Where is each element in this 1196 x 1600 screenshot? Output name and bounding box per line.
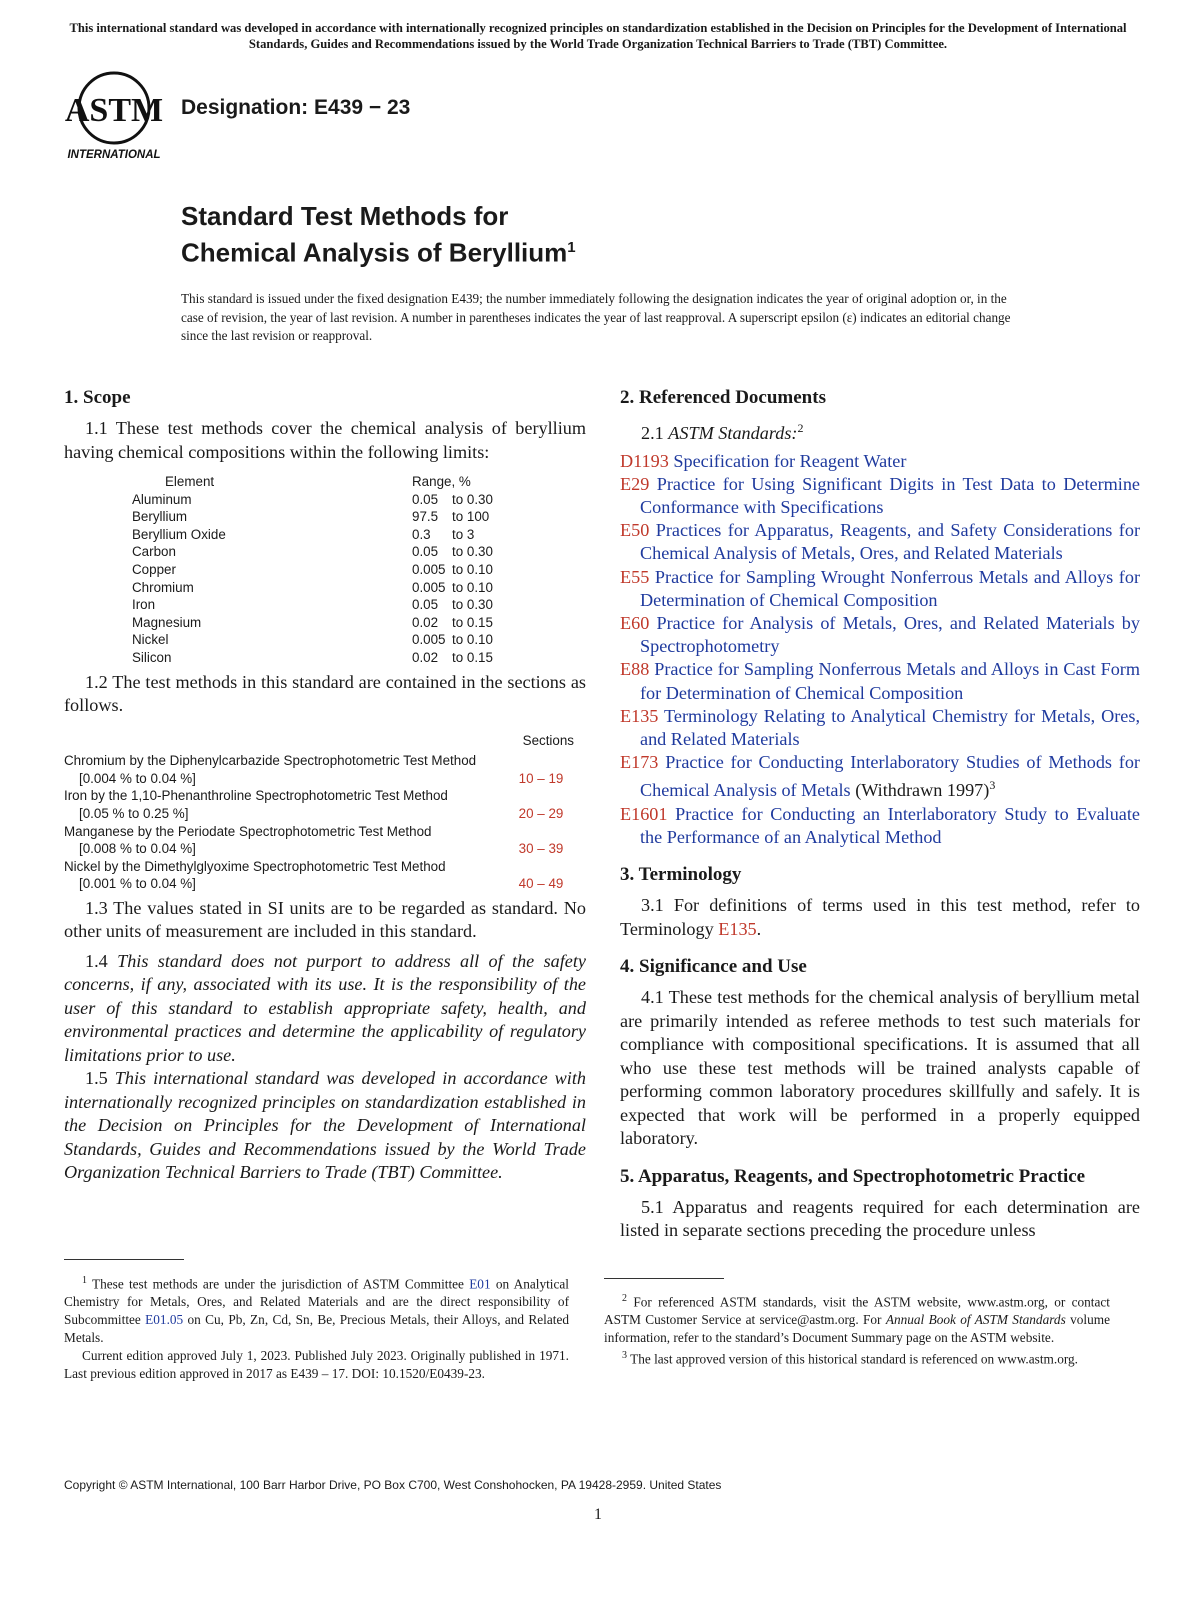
element-range-from: 0.005 xyxy=(412,561,446,577)
footnote-3: $^3$ The last approved version of this historical standard is referenced on www.astm.org. xyxy=(622,1350,1078,1367)
sections-row xyxy=(64,787,586,822)
svg-text:ASTM: ASTM xyxy=(64,92,164,129)
sections-table xyxy=(64,732,586,893)
element-name: Beryllium xyxy=(132,509,188,525)
reference-item[interactable] xyxy=(620,519,1140,565)
footnote-rule-left xyxy=(64,1259,184,1260)
reference-title[interactable]: Practice for Sampling Wrought Nonferrous Metals and Alloys for Determination of Chemical Composition xyxy=(640,566,1140,610)
element-name: Carbon xyxy=(132,544,176,560)
reference-code[interactable]: E29 xyxy=(620,473,650,494)
element-range-from: 0.05 xyxy=(412,544,439,560)
title-line-2: Chemical Analysis of Beryllium xyxy=(181,237,568,268)
right-column xyxy=(620,386,1140,1243)
reference-code[interactable]: E60 xyxy=(620,612,650,633)
reference-code[interactable]: E55 xyxy=(620,566,650,587)
section-heading-apparatus: 5. Apparatus, Reagents, and Spectrophotometric Practice xyxy=(620,1165,1086,1187)
element-range-from: 0.02 xyxy=(412,614,439,630)
reference-item[interactable] xyxy=(620,803,1140,849)
elements-header-range: Range, % xyxy=(412,474,471,489)
elements-row xyxy=(132,596,586,614)
method-sections-link[interactable]: 20 – 29 xyxy=(518,805,564,821)
sections-row xyxy=(64,823,586,858)
designation: Designation: E439 − 23 xyxy=(181,96,411,119)
link-e01-05[interactable]: E01.05 xyxy=(145,1312,184,1328)
reference-title[interactable]: Terminology Relating to Analytical Chemistry for Metals, Ores, and Related Materials xyxy=(640,705,1140,749)
method-sections-link[interactable]: 30 – 39 xyxy=(518,841,564,857)
element-range-to: to 3 xyxy=(452,526,475,542)
section-heading-terminology: 3. Terminology xyxy=(620,864,742,886)
footnote-rule-right xyxy=(604,1278,724,1279)
elements-row xyxy=(132,508,586,526)
reference-title[interactable]: Practice for Conducting Interlaboratory Studies of Methods for Chemical Analysis of Metals xyxy=(640,752,1140,801)
element-range-to: to 0.30 xyxy=(452,544,493,560)
element-range-from: 97.5 xyxy=(412,509,439,525)
element-range-to: to 0.10 xyxy=(452,579,493,595)
elements-row xyxy=(132,649,586,667)
method-title: Iron by the 1,10-Phenanthroline Spectrophotometric Test Method xyxy=(64,788,448,804)
method-title: Nickel by the Dimethylglyoxime Spectrophotometric Test Method xyxy=(64,858,446,874)
element-range-to: to 0.10 xyxy=(452,632,493,648)
sections-row xyxy=(64,752,586,787)
method-range: [0.001 % to 0.04 %] xyxy=(79,876,196,892)
element-name: Silicon xyxy=(132,649,172,665)
reference-item[interactable] xyxy=(620,566,1140,612)
element-range-to: to 0.30 xyxy=(452,491,493,507)
element-name: Iron xyxy=(132,597,156,613)
sections-row xyxy=(64,858,586,893)
referenced-documents-list xyxy=(620,450,1140,850)
method-range: [0.05 % to 0.25 %] xyxy=(79,805,189,821)
title-footnote-mark: 1 xyxy=(567,239,576,256)
method-sections-link[interactable]: 10 – 19 xyxy=(518,770,564,786)
section-heading-scope: 1. Scope xyxy=(64,387,131,408)
method-sections-link[interactable]: 40 – 49 xyxy=(518,876,564,892)
paragraph-1-4: 1.4 This standard does not purport to address all of the safety concerns, if any, associated with its use. It is the responsibility of the user of this standard to establish appropriate safety, health, and environmental practices and determine the applicability of regulatory limitations prior to use. xyxy=(64,950,586,1065)
link-e01[interactable]: E01 xyxy=(469,1276,491,1292)
sections-header: Sections xyxy=(522,732,574,748)
paragraph-3-1: 3.1 For definitions of terms used in this test method, refer to Terminology E135. xyxy=(620,895,1140,939)
method-title: Chromium by the Diphenylcarbazide Spectrophotometric Test Method xyxy=(64,753,477,769)
paragraph-1-5: 1.5 This international standard was developed in accordance with internationally recognized principles on standardization established in the Decision on Principles for the Development of International Standards, Guides and Recommendations issued by the World Trade Organization Technical Barriers to Trade (TBT) Committee. xyxy=(64,1068,587,1183)
method-title: Manganese by the Periodate Spectrophotometric Test Method xyxy=(64,823,432,839)
paragraph-1-2: 1.2 The test methods in this standard are contained in the sections as follows. xyxy=(64,671,586,716)
section-heading-significance: 4. Significance and Use xyxy=(620,956,807,978)
reference-title[interactable]: Practice for Conducting an Interlaboratory Study to Evaluate the Performance of an Analytical Method xyxy=(640,803,1140,847)
element-range-to: to 100 xyxy=(452,509,490,525)
method-range: [0.008 % to 0.04 %] xyxy=(79,841,196,857)
element-name: Beryllium Oxide xyxy=(132,526,226,542)
element-range-from: 0.05 xyxy=(412,597,439,613)
reference-item[interactable] xyxy=(620,473,1140,519)
element-range-to: to 0.15 xyxy=(452,614,493,630)
reference-title[interactable]: Practice for Sampling Nonferrous Metals and Alloys in Cast Form for Determination of Chemical Composition xyxy=(640,659,1140,703)
elements-row xyxy=(132,631,586,649)
reference-title[interactable]: Practice for Analysis of Metals, Ores, and Related Materials by Spectrophotometry xyxy=(640,612,1140,657)
reference-note-footnote: 3 xyxy=(989,778,996,793)
reference-item[interactable] xyxy=(620,658,1140,704)
reference-title[interactable]: Specification for Reagent Water xyxy=(668,450,907,471)
paragraph-1-1: 1.1 These test methods cover the chemical analysis of beryllium having chemical compositions within the following limits: xyxy=(64,418,586,462)
reference-code[interactable]: E88 xyxy=(620,659,650,680)
title-line-1: Standard Test Methods for xyxy=(181,201,509,231)
elements-table xyxy=(132,473,586,667)
link-e135[interactable]: E135 xyxy=(718,918,757,939)
element-range-from: 0.05 xyxy=(412,491,439,507)
reference-item[interactable] xyxy=(620,612,1140,658)
section-heading-referenced-documents: 2. Referenced Documents xyxy=(620,387,826,408)
reference-item[interactable] xyxy=(620,751,1140,802)
copyright-notice: Copyright © ASTM International, 100 Barr Harbor Drive, PO Box C700, West Conshohocken, PA 19428-2959. United States xyxy=(64,1478,722,1492)
element-name: Chromium xyxy=(132,579,194,595)
footnote-2: $^2$ For referenced ASTM standards, visit the ASTM website, www.astm.org, or contact ASTM Customer Service at service@astm.org. For Annual Book of ASTM Standards volume information, refer to the standard’s Document Summary page on the ASTM website. $^3$ The last approved version of this historical standard is referenced on www.astm.org. xyxy=(604,1293,1110,1367)
reference-code[interactable]: D1193 xyxy=(620,450,669,471)
element-name: Aluminum xyxy=(132,491,192,507)
astm-standards-label: 2.1 ASTM Standards:$^2$ xyxy=(641,421,804,444)
reference-note: (Withdrawn 1997) xyxy=(850,780,990,801)
footnote-1: $^1$ These test methods are under the jurisdiction of ASTM Committee E01 on Analytical Chemistry for Metals, Ores, and Related Materials and are the direct responsibility of Subcommittee E01.05 on Cu, Pb, Zn, Cd, Sn, Be, Precious Metals, their Alloys, and Related Metals. Current edition approved July 1, 2023. Published July 2023. Originally published in 1971. Last previous edition approved in 2017 as E439 – 17. DOI: 10.1520/E0439-23. xyxy=(64,1275,569,1382)
reference-item[interactable] xyxy=(620,450,1140,473)
element-range-to: to 0.10 xyxy=(452,561,493,577)
element-range-to: to 0.15 xyxy=(452,649,493,665)
element-range-from: 0.005 xyxy=(412,632,446,648)
wto-notice: This international standard was developed in accordance with internationally recognized principles on standardization established in the Decision on Principles for the Development of International Standards, Guides and Recommendations issued by the World Trade Organization Technical Barriers to Trade (TBT) Committee. xyxy=(69,21,1127,51)
elements-row xyxy=(132,561,586,579)
element-name: Copper xyxy=(132,561,176,577)
element-range-from: 0.005 xyxy=(412,579,446,595)
element-range-from: 0.02 xyxy=(412,649,439,665)
paragraph-5-1: 5.1 Apparatus and reagents required for each determination are listed in separate sections preceding the procedure unless xyxy=(620,1196,1140,1241)
issuance-statement: This standard is issued under the fixed designation E439; the number immediately following the designation indicates the year of original adoption or, in the case of revision, the year of last revision. A number in parentheses indicates the year of last reapproval. A superscript epsilon (ε) indicates an editorial change since the last revision or reapproval. xyxy=(181,291,1011,343)
elements-row xyxy=(132,579,586,597)
left-column xyxy=(64,386,586,1185)
paragraph-4-1: 4.1 These test methods for the chemical analysis of beryllium metal are primarily intended as referee methods to test such materials for compliance with compositional specifications. It is assumed that all who use these test methods will be trained analysts capable of performing common laboratory procedures skillfully and safely. It is expected that work will be performed in a properly equipped laboratory. xyxy=(620,987,1140,1149)
elements-row xyxy=(132,614,586,632)
elements-row xyxy=(132,526,586,544)
reference-item[interactable] xyxy=(620,705,1140,751)
svg-text:INTERNATIONAL: INTERNATIONAL xyxy=(67,149,161,161)
reference-code[interactable]: E173 xyxy=(620,752,659,773)
elements-row xyxy=(132,491,586,509)
paragraph-1-3: 1.3 The values stated in SI units are to be regarded as standard. No other units of measurement are included in this standard. xyxy=(64,897,586,942)
reference-code[interactable]: E1601 xyxy=(620,803,668,824)
method-range: [0.004 % to 0.04 %] xyxy=(79,770,196,786)
element-range-from: 0.3 xyxy=(412,526,431,542)
footnote-1-edition: Current edition approved July 1, 2023. Published July 2023. Originally published in 1971. Last previous edition approved in 2017 as E439 – 17. DOI: 10.1520/E0439-23. xyxy=(64,1348,569,1382)
astm-logo xyxy=(64,66,168,166)
reference-title[interactable]: Practices for Apparatus, Reagents, and Safety Considerations for Chemical Analysis of Metals, Ores, and Related Materials xyxy=(640,520,1140,564)
elements-header-element: Element xyxy=(165,474,215,489)
document-title xyxy=(181,200,576,269)
page-number: 1 xyxy=(594,1506,602,1523)
elements-row xyxy=(132,543,586,561)
reference-title[interactable]: Practice for Using Significant Digits in Test Data to Determine Conformance with Specifications xyxy=(640,473,1140,517)
element-range-to: to 0.30 xyxy=(452,597,493,613)
reference-code[interactable]: E50 xyxy=(620,520,650,541)
reference-code[interactable]: E135 xyxy=(620,705,659,726)
element-name: Nickel xyxy=(132,632,169,648)
element-name: Magnesium xyxy=(132,614,202,630)
